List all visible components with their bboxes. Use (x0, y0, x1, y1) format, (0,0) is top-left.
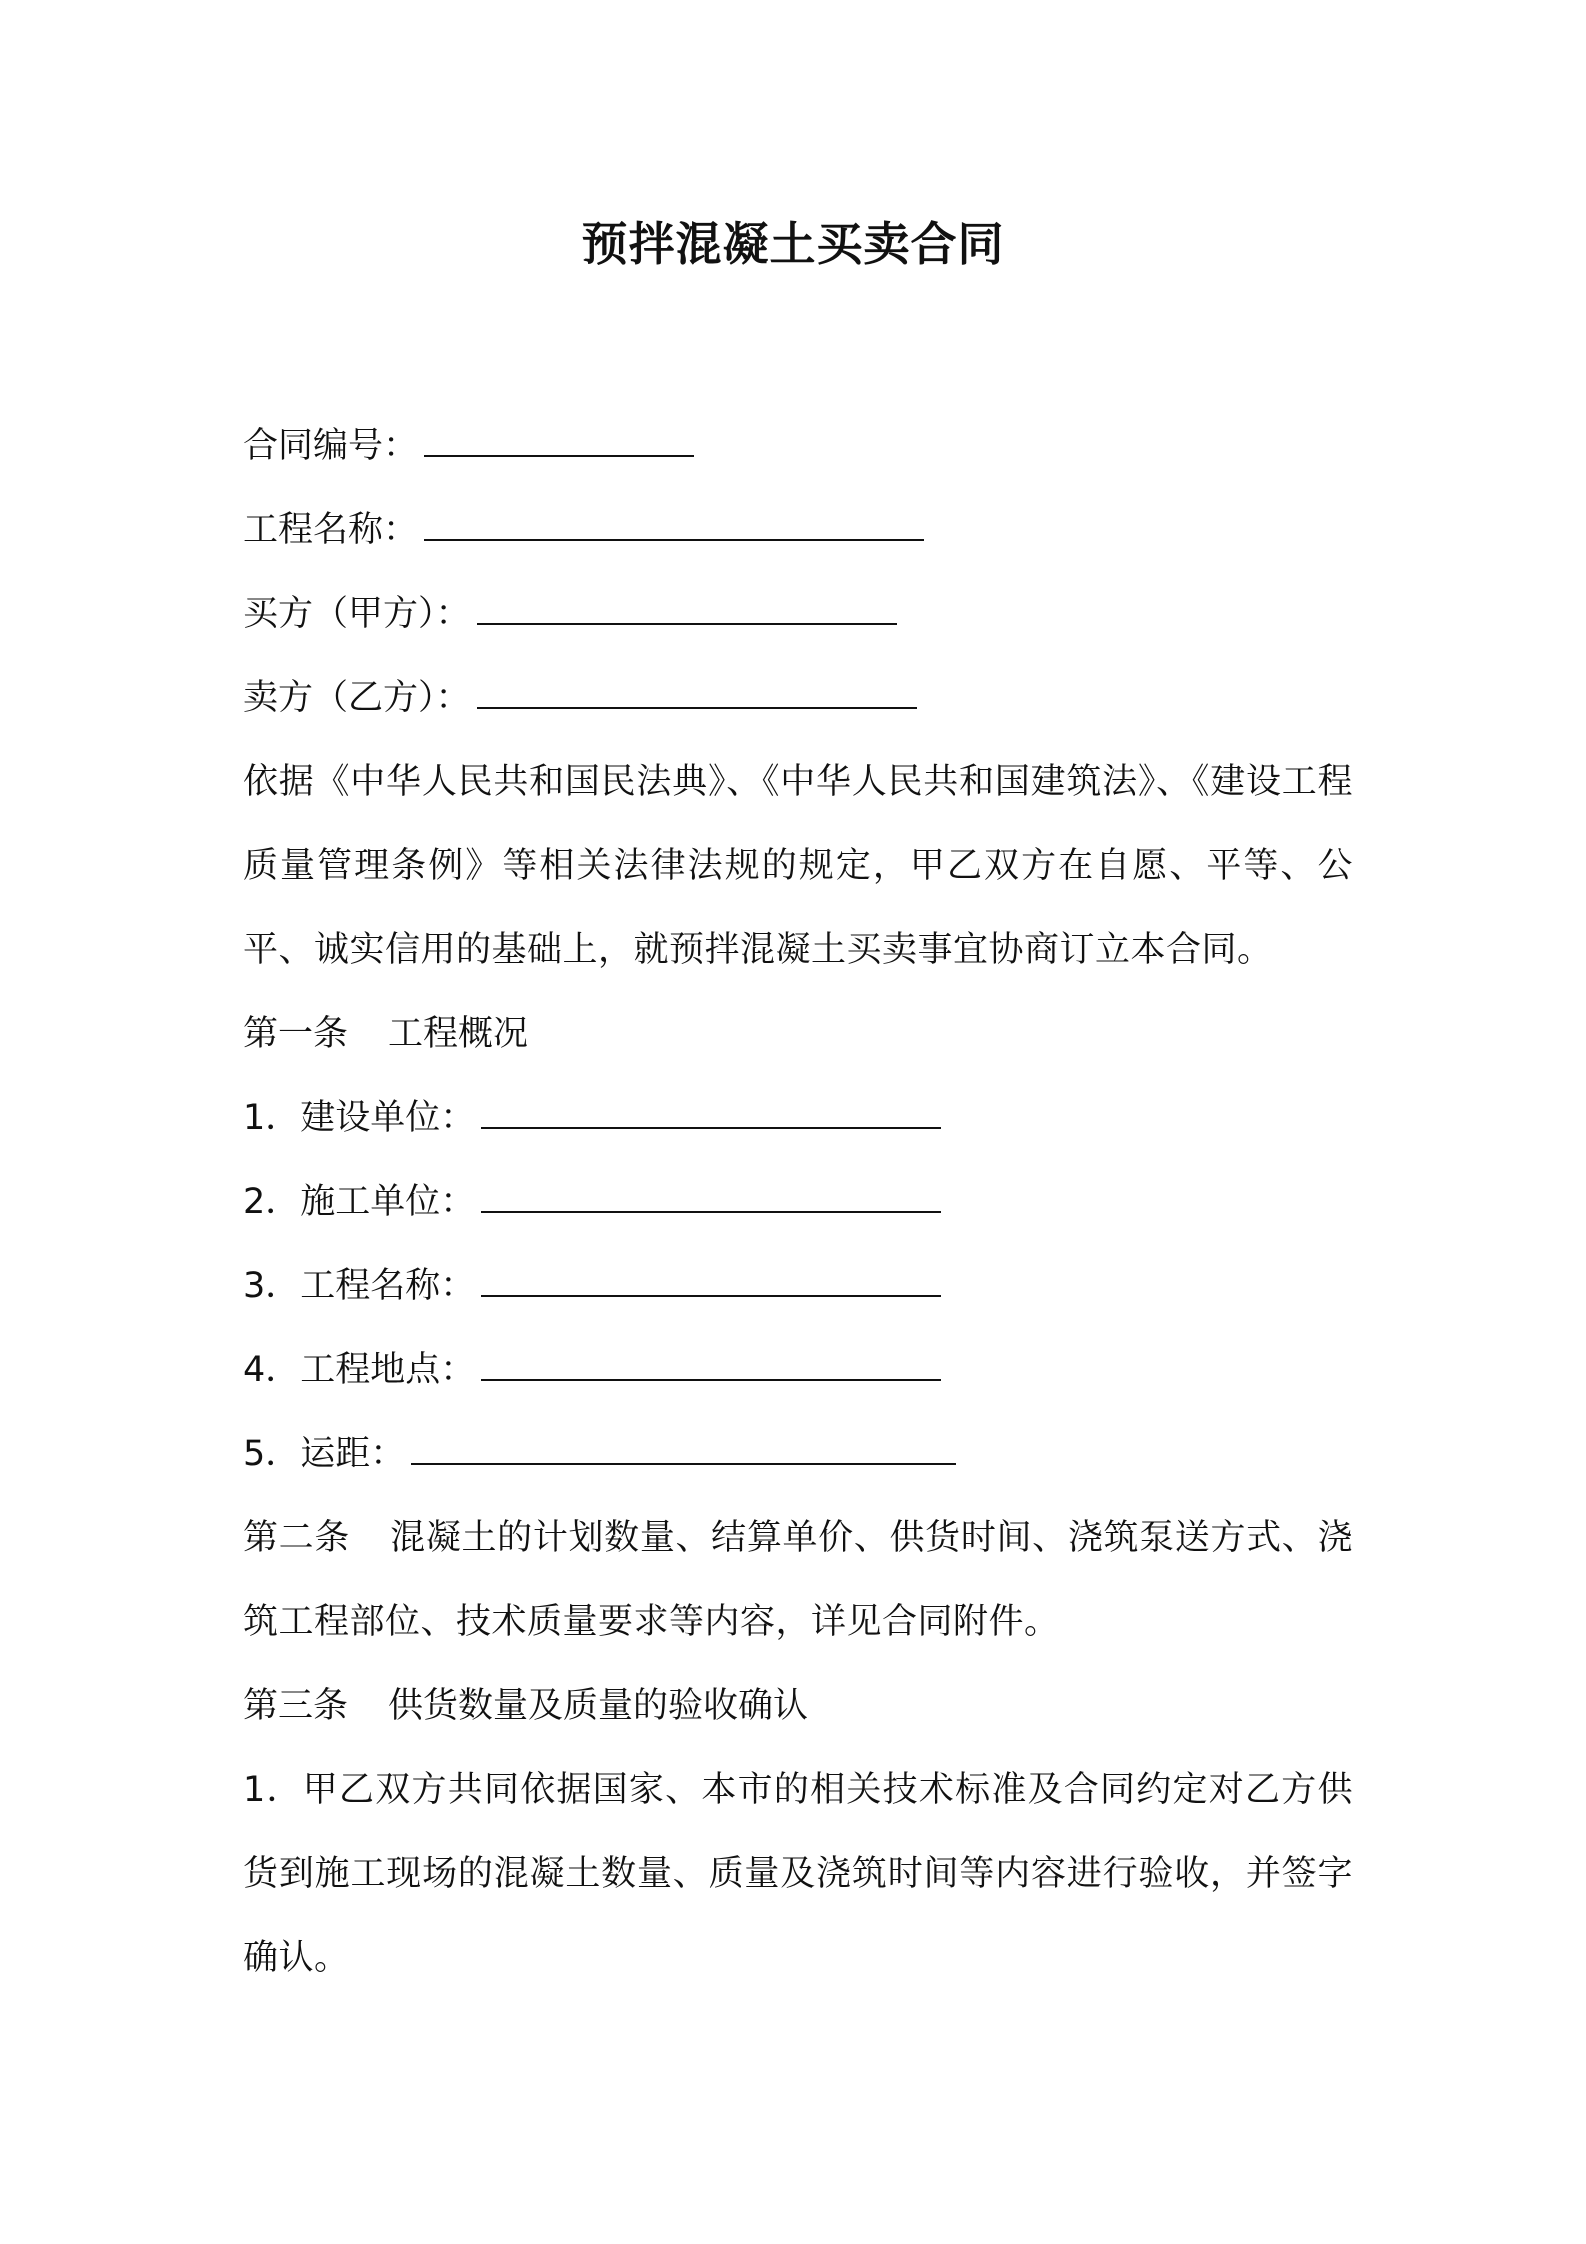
contractor-unit-blank (481, 1175, 941, 1213)
article-1-item (243, 1076, 1353, 1160)
article-title: 供货数量及质量的验收确认 (388, 1686, 809, 1726)
article-1-item (243, 1244, 1353, 1328)
field-label: 工程名称： (243, 510, 419, 550)
seller-field (243, 656, 1353, 740)
project-name-item-blank (481, 1259, 941, 1297)
project-location-blank (481, 1343, 941, 1381)
field-label: 卖方（乙方）： (243, 678, 471, 718)
article-2-paragraph (243, 1496, 1353, 1664)
article-number: 第三条 (243, 1686, 349, 1726)
article-1-item (243, 1160, 1353, 1244)
article-1-item (243, 1412, 1353, 1496)
article-1-heading (243, 992, 1353, 1076)
article-title: 工程概况 (388, 1014, 529, 1054)
buyer-field (243, 572, 1353, 656)
seller-blank (477, 671, 917, 709)
article-1-item (243, 1328, 1353, 1412)
field-label: 合同编号： (243, 426, 419, 466)
item-label: 4．工程地点： (243, 1350, 476, 1390)
article-number: 第一条 (243, 1014, 349, 1054)
document-title: 预拌混凝土买卖合同 (581, 217, 1005, 271)
item-label: 5．运距： (243, 1434, 406, 1474)
article-number: 第二条 (243, 1518, 350, 1558)
item-label: 2．施工单位： (243, 1182, 476, 1222)
field-label: 买方（甲方）： (243, 594, 471, 634)
document-body (243, 404, 1353, 2000)
preamble-paragraph: 依据《中华人民共和国民法典》、《中华人民共和国建筑法》、《建设工程质量管理条例》等相关法律法规的规定，甲乙双方在自愿、平等、公平、诚实信用的基础上，就预拌混凝土买卖事宜协商订立本合同。 (243, 762, 1353, 970)
item-label: 1．建设单位： (243, 1098, 476, 1138)
project-name-field (243, 488, 1353, 572)
contract-number-field (243, 404, 1353, 488)
article-3-heading (243, 1664, 1353, 1748)
project-name-blank (424, 503, 924, 541)
contract-number-blank (424, 419, 694, 457)
item-label: 3．工程名称： (243, 1266, 476, 1306)
article-text: 混凝土的计划数量、结算单价、供货时间、浇筑泵送方式、浇筑工程部位、技术质量要求等内容，详见合同附件。 (243, 1518, 1353, 1642)
construction-unit-blank (481, 1091, 941, 1129)
buyer-blank (477, 587, 897, 625)
transport-distance-blank (411, 1427, 956, 1465)
article-3-item-1: 1．甲乙双方共同依据国家、本市的相关技术标准及合同约定对乙方供货到施工现场的混凝土数量、质量及浇筑时间等内容进行验收，并签字确认。 (243, 1770, 1353, 1978)
